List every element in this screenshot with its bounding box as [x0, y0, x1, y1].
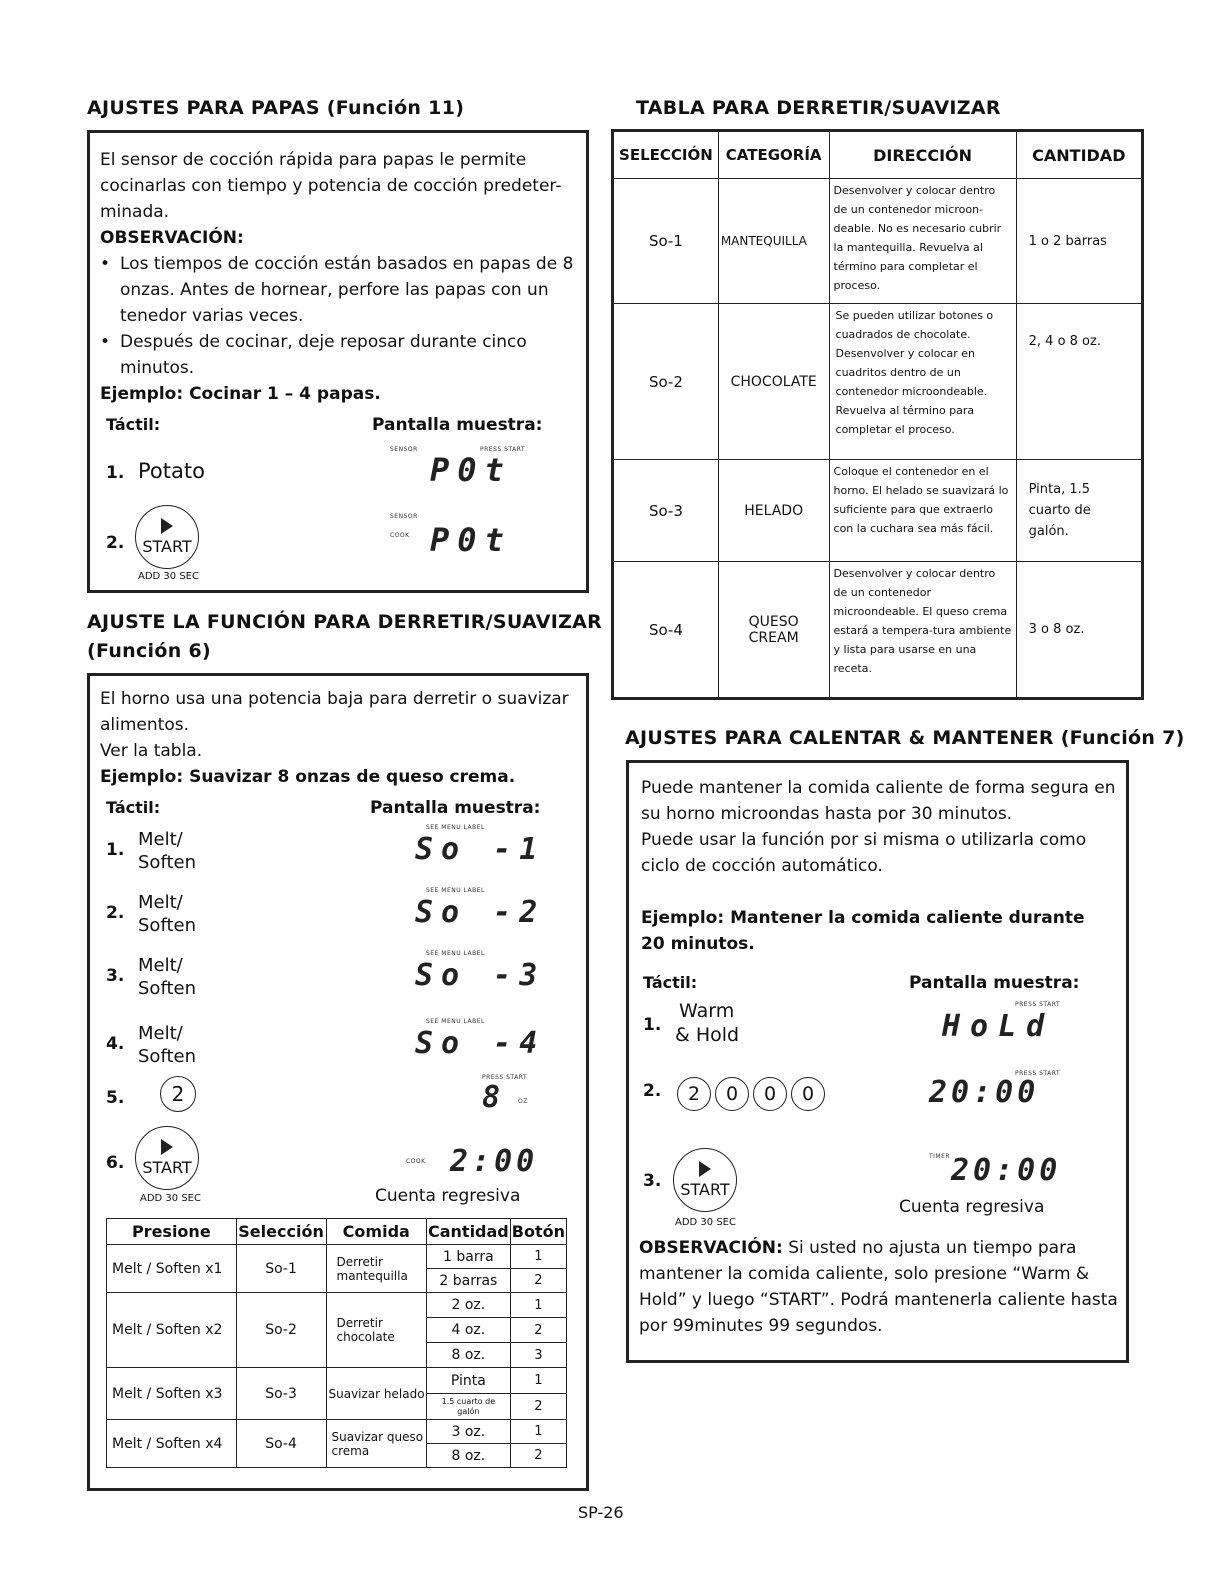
number-keys: [677, 1077, 825, 1111]
melt-soften-button[interactable]: Melt/ Soften: [138, 892, 196, 936]
page-number: SP-26: [578, 1503, 624, 1522]
play-icon: [699, 1161, 711, 1177]
play-icon: [161, 518, 173, 534]
press-start-indicator: PRESS START: [482, 1074, 528, 1081]
number-0-key[interactable]: 0: [791, 1077, 825, 1111]
table-row: So-4 QUESO CREAM Desenvolver y colocar dentro de un contenedor microondeable. El queso crema estará a tempera-tura ambiente y lista para usarse en una receta. 3 o 8 oz.: [613, 562, 1143, 699]
melt-step-1-display: So -1: [415, 832, 546, 867]
melt-soften-table: [611, 129, 1144, 700]
add-30-sec-label: ADD 30 SEC: [140, 1193, 201, 1204]
melt-step5-num: 5.: [106, 1088, 125, 1108]
papas-bullet-2: • Después de cocinar, deje reposar durante cinco minutos.: [100, 332, 527, 378]
potato-button[interactable]: Potato: [138, 459, 205, 483]
calentar-box: [626, 760, 1129, 1363]
papas-obs-label: OBSERVACIÓN:: [100, 228, 244, 248]
countdown-label: Cuenta regresiva: [375, 1186, 521, 1206]
table-row: Melt / Soften x3 So-3 Suavizar helado Pinta 1: [107, 1368, 567, 1394]
calentar-observation: OBSERVACIÓN: Si usted no ajusta un tiempo para mantener la comida caliente, solo presione “Warm & Hold” y luego “START”. Podrá mantenerla caliente hasta por 99minutes 99 segundos.: [639, 1238, 1118, 1336]
table-row: 1.5 cuarto de galón 2: [107, 1394, 567, 1420]
start-button[interactable]: START: [135, 1126, 199, 1190]
cook-time-display: 2:00: [450, 1144, 539, 1179]
table-row: 8 oz. 2: [107, 1444, 567, 1468]
calentar-intro-2: Puede usar la función por si misma o utilizarla como ciclo de cocción automático.: [641, 830, 1087, 876]
start-button[interactable]: START: [673, 1148, 737, 1212]
melt-soften-button[interactable]: Melt/ Soften: [138, 1023, 196, 1067]
table-row: 8 oz. 3: [107, 1343, 567, 1368]
papas-title: AJUSTES PARA PAPAS (Función 11): [87, 97, 465, 119]
press-start-indicator: PRESS START: [1015, 1070, 1061, 1077]
derretir-display-label: Pantalla muestra:: [370, 798, 541, 818]
hold-step2-num: 2.: [643, 1081, 662, 1101]
calentar-example: Ejemplo: Mantener la comida caliente durante 20 minutos.: [641, 908, 1085, 954]
hold-step3-num: 3.: [643, 1171, 662, 1191]
time-set-display: 20:00: [929, 1075, 1040, 1110]
press-start-indicator: PRESS START: [480, 446, 526, 453]
papas-intro: El sensor de cocción rápida para papas le permite cocinarlas con tiempo y potencia de cocción predeter-minada.: [100, 150, 562, 222]
cook-indicator: COOK: [406, 1158, 426, 1165]
tabla-title: TABLA PARA DERRETIR/SUAVIZAR: [636, 97, 1001, 119]
papas-step1-display: P0t: [430, 451, 512, 489]
melt-soften-button[interactable]: Melt/ Soften: [138, 829, 196, 873]
papas-step2-num: 2.: [106, 533, 125, 553]
number-0-key[interactable]: 0: [715, 1077, 749, 1111]
number-2-key[interactable]: 2: [677, 1077, 711, 1111]
sensor-indicator: SENSOR: [390, 513, 418, 520]
papas-step2-display: P0t: [430, 521, 512, 559]
papas-touch-label: Táctil:: [106, 415, 161, 434]
press-start-indicator: PRESS START: [1015, 1001, 1061, 1008]
melt-step-1: 1. Melt/ Soften SEE MENU LABEL So -1: [106, 824, 546, 873]
table-header-row: Presione Selección Comida Cantidad Botón: [107, 1219, 567, 1245]
table-header-row: SELECCIÓN CATEGORÍA DIRECCIÓN CANTIDAD: [613, 131, 1143, 179]
calentar-touch-label: Táctil:: [643, 973, 698, 992]
papas-box: [87, 130, 589, 593]
number-0-key[interactable]: 0: [753, 1077, 787, 1111]
table-row: So-1 MANTEQUILLA Desenvolver y colocar dentro de un contenedor microon-deable. No es necesario cubrir la mantequilla. Revuelva al término para completar el proceso. 1 o 2 barras: [613, 179, 1143, 304]
melt-step-3-display: So -3: [415, 958, 546, 993]
table-row: Melt / Soften x2 So-2 Derretir chocolate 2 oz. 1: [107, 1293, 567, 1318]
table-row: Melt / Soften x1 So-1 Derretir mantequilla 1 barra 1: [107, 1245, 567, 1269]
cook-indicator: COOK: [390, 532, 410, 539]
melt-step-4-display: So -4: [415, 1026, 546, 1061]
table-row: 4 oz. 2: [107, 1318, 567, 1343]
table-row: So-3 HELADO Coloque el contenedor en el horno. El helado se suavizará lo suficiente para que extraerlo con la cuchara sea más fácil. Pinta, 1.5 cuarto de galón.: [613, 460, 1143, 562]
sensor-indicator: SENSOR: [390, 446, 418, 453]
melt-step-2-display: So -2: [415, 895, 546, 930]
weight-display: 8: [482, 1080, 509, 1115]
derretir-subtitle: (Función 6): [87, 640, 211, 662]
table-row: 2 barras 2: [107, 1269, 567, 1293]
start-button[interactable]: START: [135, 505, 199, 569]
countdown-label: Cuenta regresiva: [899, 1197, 1045, 1217]
calentar-intro: Puede mantener la comida caliente de forma segura en su horno microondas hasta por 30 minutos.: [641, 778, 1116, 824]
derretir-intro: El horno usa una potencia baja para derretir o suavizar alimentos.: [100, 689, 569, 735]
melt-summary-table: [106, 1218, 567, 1468]
oz-indicator: OZ: [518, 1098, 528, 1105]
melt-step-2: 2. Melt/ Soften SEE MENU LABEL So -2: [106, 887, 546, 936]
table-row: Melt / Soften x4 So-4 Suavizar queso crema 3 oz. 1: [107, 1420, 567, 1444]
derretir-touch-label: Táctil:: [106, 798, 161, 817]
derretir-box: [87, 673, 589, 1491]
melt-step-4: 4. Melt/ Soften SEE MENU LABEL So -4: [106, 1018, 546, 1067]
derretir-example: Ejemplo: Suavizar 8 onzas de queso crema.: [100, 767, 516, 787]
countdown-display: 20:00: [951, 1153, 1062, 1188]
papas-display-label: Pantalla muestra:: [372, 415, 543, 435]
calentar-title: AJUSTES PARA CALENTAR & MANTENER (Función 7): [625, 727, 1185, 749]
papas-bullet-1: • Los tiempos de cocción están basados en papas de 8 onzas. Antes de hornear, perfore las papas con un tenedor varias veces.: [100, 254, 574, 326]
play-icon: [161, 1139, 173, 1155]
melt-step-3: 3. Melt/ Soften SEE MENU LABEL So -3: [106, 950, 546, 999]
timer-indicator: TIMER: [929, 1153, 951, 1160]
add-30-sec-label: ADD 30 SEC: [138, 571, 199, 582]
papas-step1-num: 1.: [106, 463, 125, 483]
warm-hold-button[interactable]: Warm & Hold: [675, 1000, 740, 1046]
hold-display: HoLd: [942, 1009, 1055, 1044]
derretir-see-table: Ver la tabla.: [100, 741, 203, 761]
calentar-display-label: Pantalla muestra:: [909, 973, 1080, 993]
add-30-sec-label: ADD 30 SEC: [675, 1217, 736, 1228]
papas-example: Ejemplo: Cocinar 1 – 4 papas.: [100, 384, 381, 404]
melt-soften-button[interactable]: Melt/ Soften: [138, 955, 196, 999]
derretir-title: AJUSTE LA FUNCIÓN PARA DERRETIR/SUAVIZAR: [87, 611, 603, 633]
melt-step6-num: 6.: [106, 1153, 125, 1173]
hold-step1-num: 1.: [643, 1015, 662, 1035]
table-row: So-2 CHOCOLATE Se pueden utilizar botones o cuadrados de chocolate. Desenvolver y colocar en cuadritos dentro de un contenedor microondeable. Revuelva al término para completar el proceso. 2, 4 o 8 oz.: [613, 304, 1143, 460]
number-2-key[interactable]: 2: [160, 1076, 196, 1112]
